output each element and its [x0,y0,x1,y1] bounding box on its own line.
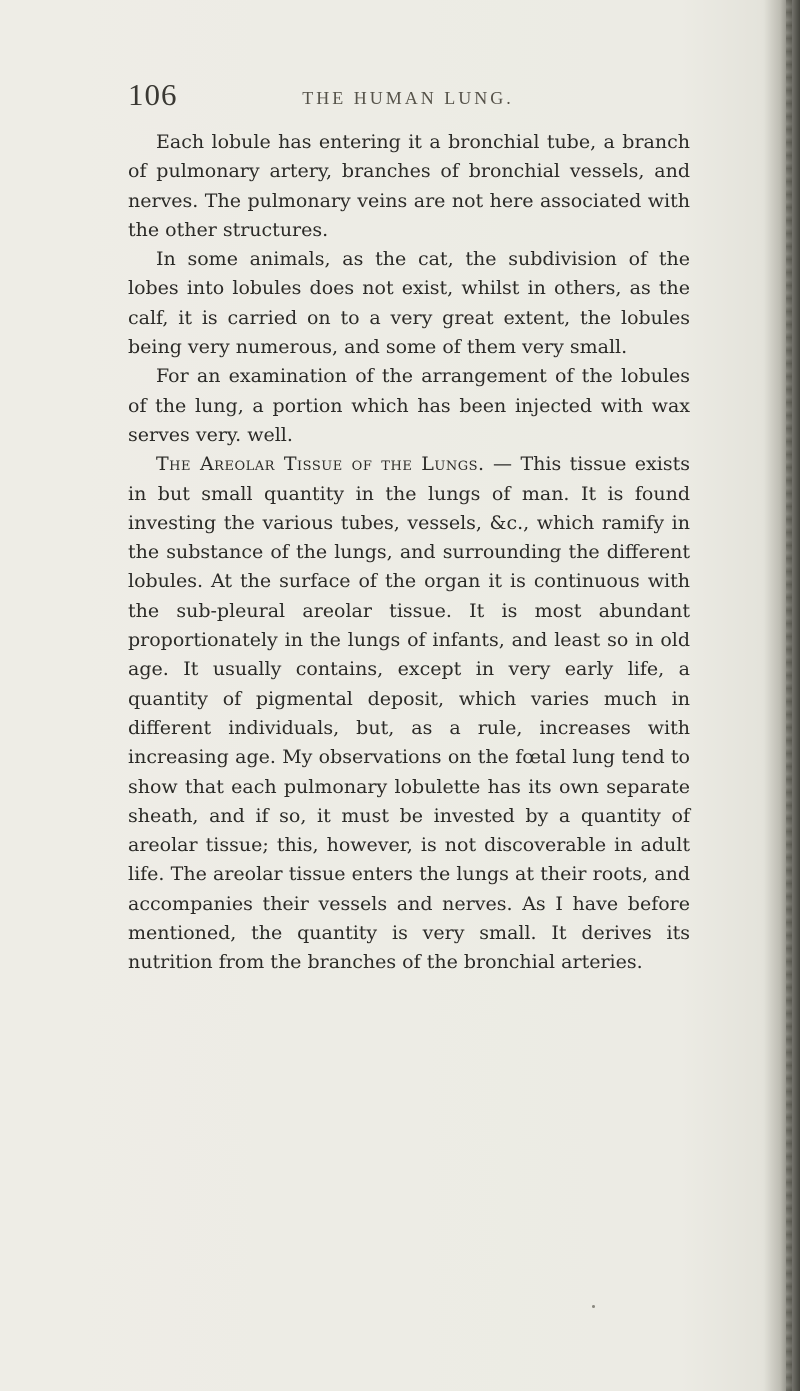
paragraph-examination: For an examination of the arrangement of the lobules of the lung, a portion which has been injected with wax serves very. well. [128,365,690,446]
page-header [128,76,688,116]
section-heading: The Areolar Tissue of the Lungs. [156,453,485,476]
page-edge-texture [786,0,792,1391]
page-edge-shadow [764,0,800,1391]
paragraph-lobule-contents: Each lobule has entering it a bronchial tube, a branch of pulmonary artery, branches of bronchial vessels, and nerves. The pulmonary veins are not here associated with the other structures. [128,131,690,241]
section-dash: — [484,453,521,476]
page-number: 106 [128,77,178,112]
section-text: This tissue exists in but small quantity in the lungs of man. It is found investing the various tubes, vessels, &c., which ramify in the substance of the lungs, and surrounding the different lobules. At the surface of the organ it is continuous with the sub-pleural areolar tissue. It is most abundant proportionately in the lungs of infants, and least so in old age. It usually contains, except in very early life, a quantity of pigmental deposit, which varies much in different individuals, but, as a rule, increases with increasing age. My observations on the fœtal lung tend to show that each pulmonary lobulette has its own separate sheath, and if so, it must be invested by a quantity of areolar tissue; this, however, is not discoverable in adult life. The areolar tissue enters the lungs at their roots, and accompanies their vessels and nerves. As I have before mentioned, the quantity is very small. It derives its nutrition from the branches of the bronchial arteries. [128,453,690,974]
page-body [128,128,690,978]
paragraph-animal-subdivision: In some animals, as the cat, the subdivision of the lobes into lobules does not exist, whilst in others, as the calf, it is carried on to a very great extent, the lobules being very numerous, and some of them very small. [128,248,690,359]
paragraph-areolar-tissue [128,450,690,977]
running-head: THE HUMAN LUNG. [302,88,514,108]
paper-speck [592,1305,595,1308]
